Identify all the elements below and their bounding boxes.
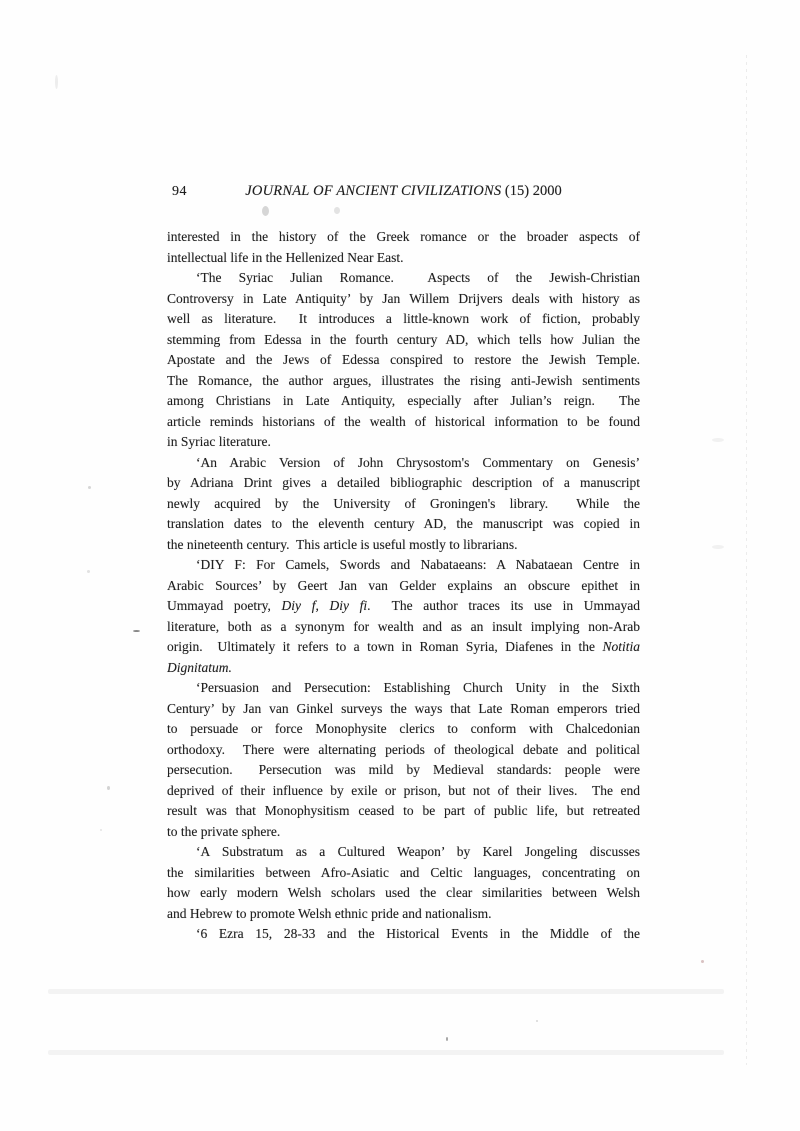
- text-line: [167, 453, 640, 474]
- text-segment: stemming from Edessa in the fourth century AD, which tells how Julian the: [167, 331, 640, 347]
- text-line: [167, 883, 640, 904]
- text-segment: intellectual life in the Hellenized Near East.: [167, 249, 404, 265]
- scan-speck: [712, 545, 724, 549]
- italic-text-segment: Notitia: [602, 639, 640, 654]
- text-segment: ‘A Substratum as a Cultured Weapon’ by Karel Jongeling discusses: [196, 844, 640, 859]
- text-line: [167, 330, 640, 351]
- text-line: [167, 268, 640, 289]
- italic-text-segment: Dignitatum.: [167, 659, 232, 675]
- text-line: [167, 576, 640, 597]
- text-line: [167, 412, 640, 433]
- text-segment: ‘DIY F: For Camels, Swords and Nabataeans: A Nabataean Centre in: [196, 557, 640, 572]
- text-segment: orthodoxy. There were alternating periods of theological debate and political: [167, 741, 640, 757]
- text-segment: ‘The Syriac Julian Romance. Aspects of the Jewish-Christian: [196, 270, 640, 285]
- scan-speck: [87, 570, 90, 573]
- text-segment: Century’ by Jan van Ginkel surveys the ways that Late Roman emperors tried: [167, 700, 640, 716]
- text-segment: and Hebrew to promote Welsh ethnic pride and nationalism.: [167, 905, 492, 921]
- text-line: [167, 924, 640, 945]
- text-segment: Apostate and the Jews of Edessa conspired to restore the Jewish Temple.: [167, 352, 640, 367]
- text-segment: newly acquired by the University of Groningen's library. While the: [167, 495, 640, 511]
- text-line: [167, 432, 640, 453]
- scan-speck: [88, 486, 91, 489]
- scan-speck: [536, 1020, 538, 1022]
- text-line: [167, 658, 640, 679]
- text-line: [167, 309, 640, 330]
- text-line: [167, 227, 640, 248]
- text-segment: well as literature. It introduces a little-known work of fiction, probably: [167, 311, 640, 326]
- scan-speck: [55, 75, 58, 89]
- scan-speck: [100, 829, 102, 831]
- text-segment: Ummayad poetry,: [167, 598, 282, 613]
- scan-speck: [133, 630, 140, 632]
- scan-speck: [712, 438, 724, 442]
- text-line: [167, 740, 640, 761]
- page-header: [167, 181, 640, 202]
- paragraph: [167, 924, 640, 945]
- text-segment: origin. Ultimately it refers to a town in Roman Syria, Diafenes in the: [167, 639, 603, 654]
- text-segment: ‘An Arabic Version of John Chrysostom's Commentary on Genesis’: [196, 454, 640, 470]
- text-line: [167, 473, 640, 494]
- text-line: [167, 719, 640, 740]
- text-segment: the similarities between Afro-Asiatic and Celtic languages, concentrating on: [167, 864, 640, 880]
- text-line: [167, 781, 640, 802]
- text-segment: among Christians in Late Antiquity, especially after Julian’s reign. The: [167, 393, 640, 408]
- text-segment: . The author traces its use in Ummayad: [367, 598, 640, 613]
- paragraph: [167, 678, 640, 842]
- text-segment: deprived of their influence by exile or prison, but not of their lives. The end: [167, 782, 640, 798]
- text-segment: literature, both as a synonym for wealth and as an insult implying non-Arab: [167, 618, 640, 634]
- text-line: [167, 555, 640, 576]
- paragraph: [167, 453, 640, 556]
- text-segment: how early modern Welsh scholars used the clear similarities between Welsh: [167, 885, 640, 900]
- scan-speck: [262, 206, 269, 216]
- text-line: [167, 904, 640, 925]
- text-segment: The Romance, the author argues, illustrates the rising anti-Jewish sentiments: [167, 372, 640, 388]
- paragraph: [167, 555, 640, 678]
- text-line: [167, 494, 640, 515]
- text-line: [167, 863, 640, 884]
- text-segment: to the private sphere.: [167, 823, 281, 839]
- text-line: [167, 535, 640, 556]
- text-line: [167, 760, 640, 781]
- scan-speck: [107, 786, 110, 790]
- paragraph: [167, 227, 640, 268]
- paragraph: [167, 268, 640, 453]
- text-segment: to persuade or force Monophysite clerics to conform with Chalcedonian: [167, 721, 640, 736]
- text-line: [167, 248, 640, 269]
- text-segment: interested in the history of the Greek romance or the broader aspects of: [167, 229, 640, 244]
- text-segment: by Adriana Drint gives a detailed bibliographic description of a manuscript: [167, 475, 640, 490]
- scan-speck: [446, 1037, 448, 1041]
- text-line: [167, 289, 640, 310]
- text-line: [167, 514, 640, 535]
- italic-text-segment: Diy f, Diy fi: [281, 598, 368, 613]
- article-text: [167, 227, 640, 945]
- text-segment: ‘6 Ezra 15, 28-33 and the Historical Events in the Middle of the: [196, 926, 640, 941]
- text-segment: the nineteenth century. This article is useful mostly to librarians.: [167, 536, 518, 552]
- text-segment: Arabic Sources’ by Geert Jan van Gelder explains an obscure epithet in: [167, 577, 640, 593]
- scan-fold-line: [746, 55, 747, 1065]
- text-line: [167, 350, 640, 371]
- journal-issue-year: (15) 2000: [501, 183, 562, 199]
- text-segment: result was that Monophysitism ceased to be part of public life, but retreated: [167, 803, 640, 818]
- journal-title-italic: JOURNAL OF ANCIENT CIVILIZATIONS: [245, 183, 502, 199]
- page-number: 94: [172, 184, 187, 199]
- journal-title: [245, 183, 561, 199]
- text-line: [167, 596, 640, 617]
- scan-band: [48, 989, 724, 994]
- text-segment: Controversy in Late Antiquity’ by Jan Willem Drijvers deals with history as: [167, 290, 640, 306]
- scan-speck: [334, 207, 340, 214]
- scan-speck: [701, 960, 704, 963]
- text-line: [167, 699, 640, 720]
- text-line: [167, 801, 640, 822]
- text-line: [167, 842, 640, 863]
- text-line: [167, 822, 640, 843]
- paragraph: [167, 842, 640, 924]
- text-segment: ‘Persuasion and Persecution: Establishing Church Unity in the Sixth: [196, 680, 640, 695]
- text-line: [167, 678, 640, 699]
- scan-band: [48, 1050, 724, 1055]
- text-line: [167, 371, 640, 392]
- text-segment: article reminds historians of the wealth of historical information to be found: [167, 413, 640, 429]
- text-line: [167, 391, 640, 412]
- text-segment: translation dates to the eleventh century AD, the manuscript was copied in: [167, 516, 640, 531]
- text-line: [167, 617, 640, 638]
- text-line: [167, 637, 640, 658]
- text-segment: in Syriac literature.: [167, 434, 271, 449]
- text-segment: persecution. Persecution was mild by Medieval standards: people were: [167, 762, 640, 777]
